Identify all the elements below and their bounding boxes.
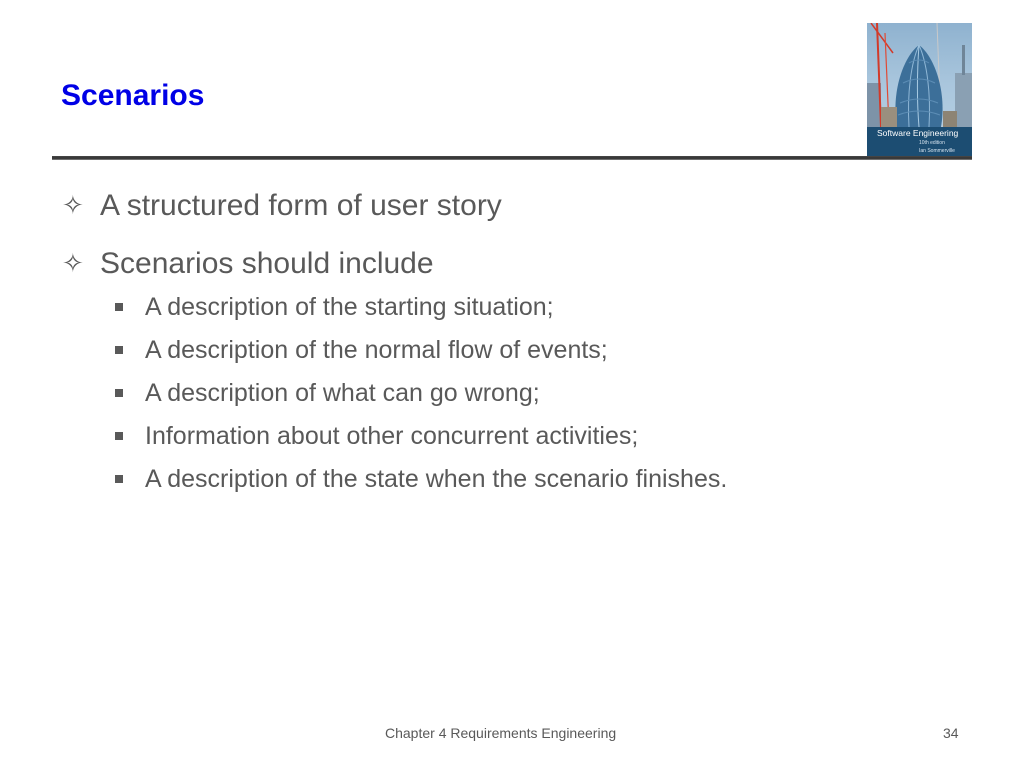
sub-bullet-item: [62, 334, 962, 366]
sub-bullet-item: [62, 463, 962, 495]
book-cover-image: [867, 23, 972, 159]
bullet-list: [62, 185, 962, 506]
sub-bullet-list: [62, 291, 962, 495]
sub-bullet-text: A description of the starting situation;: [145, 293, 554, 321]
four-point-star-outline-icon: ✧: [62, 249, 84, 279]
sub-bullet-text: A description of the state when the scenario finishes.: [145, 465, 728, 493]
sub-bullet-text: A description of the normal flow of events;: [145, 336, 608, 364]
sub-bullet-text: A description of what can go wrong;: [145, 379, 540, 407]
bullet-item: [62, 185, 962, 227]
sub-bullet-item: [62, 420, 962, 452]
slide-title: Scenarios: [61, 79, 205, 112]
sub-bullet-item: [62, 291, 962, 323]
cover-author: Ian Sommerville: [919, 148, 955, 154]
four-point-star-outline-icon: ✧: [62, 191, 84, 221]
sub-bullet-item: [62, 377, 962, 409]
cover-edition: 10th edition: [919, 140, 945, 146]
cover-title: Software Engineering: [877, 128, 959, 138]
bullet-text: Scenarios should include: [100, 247, 434, 280]
sub-bullet-text: Information about other concurrent activities;: [145, 422, 639, 450]
bullet-item: [62, 243, 962, 285]
square-bullet-icon: [115, 432, 123, 440]
square-bullet-icon: [115, 346, 123, 354]
square-bullet-icon: [115, 475, 123, 483]
square-bullet-icon: [115, 303, 123, 311]
sub-bullet-group: [62, 291, 962, 495]
page-number: 34: [943, 725, 959, 741]
bullet-text: A structured form of user story: [100, 189, 502, 222]
title-divider: [52, 156, 972, 160]
square-bullet-icon: [115, 389, 123, 397]
footer-chapter-label: Chapter 4 Requirements Engineering: [385, 725, 617, 741]
